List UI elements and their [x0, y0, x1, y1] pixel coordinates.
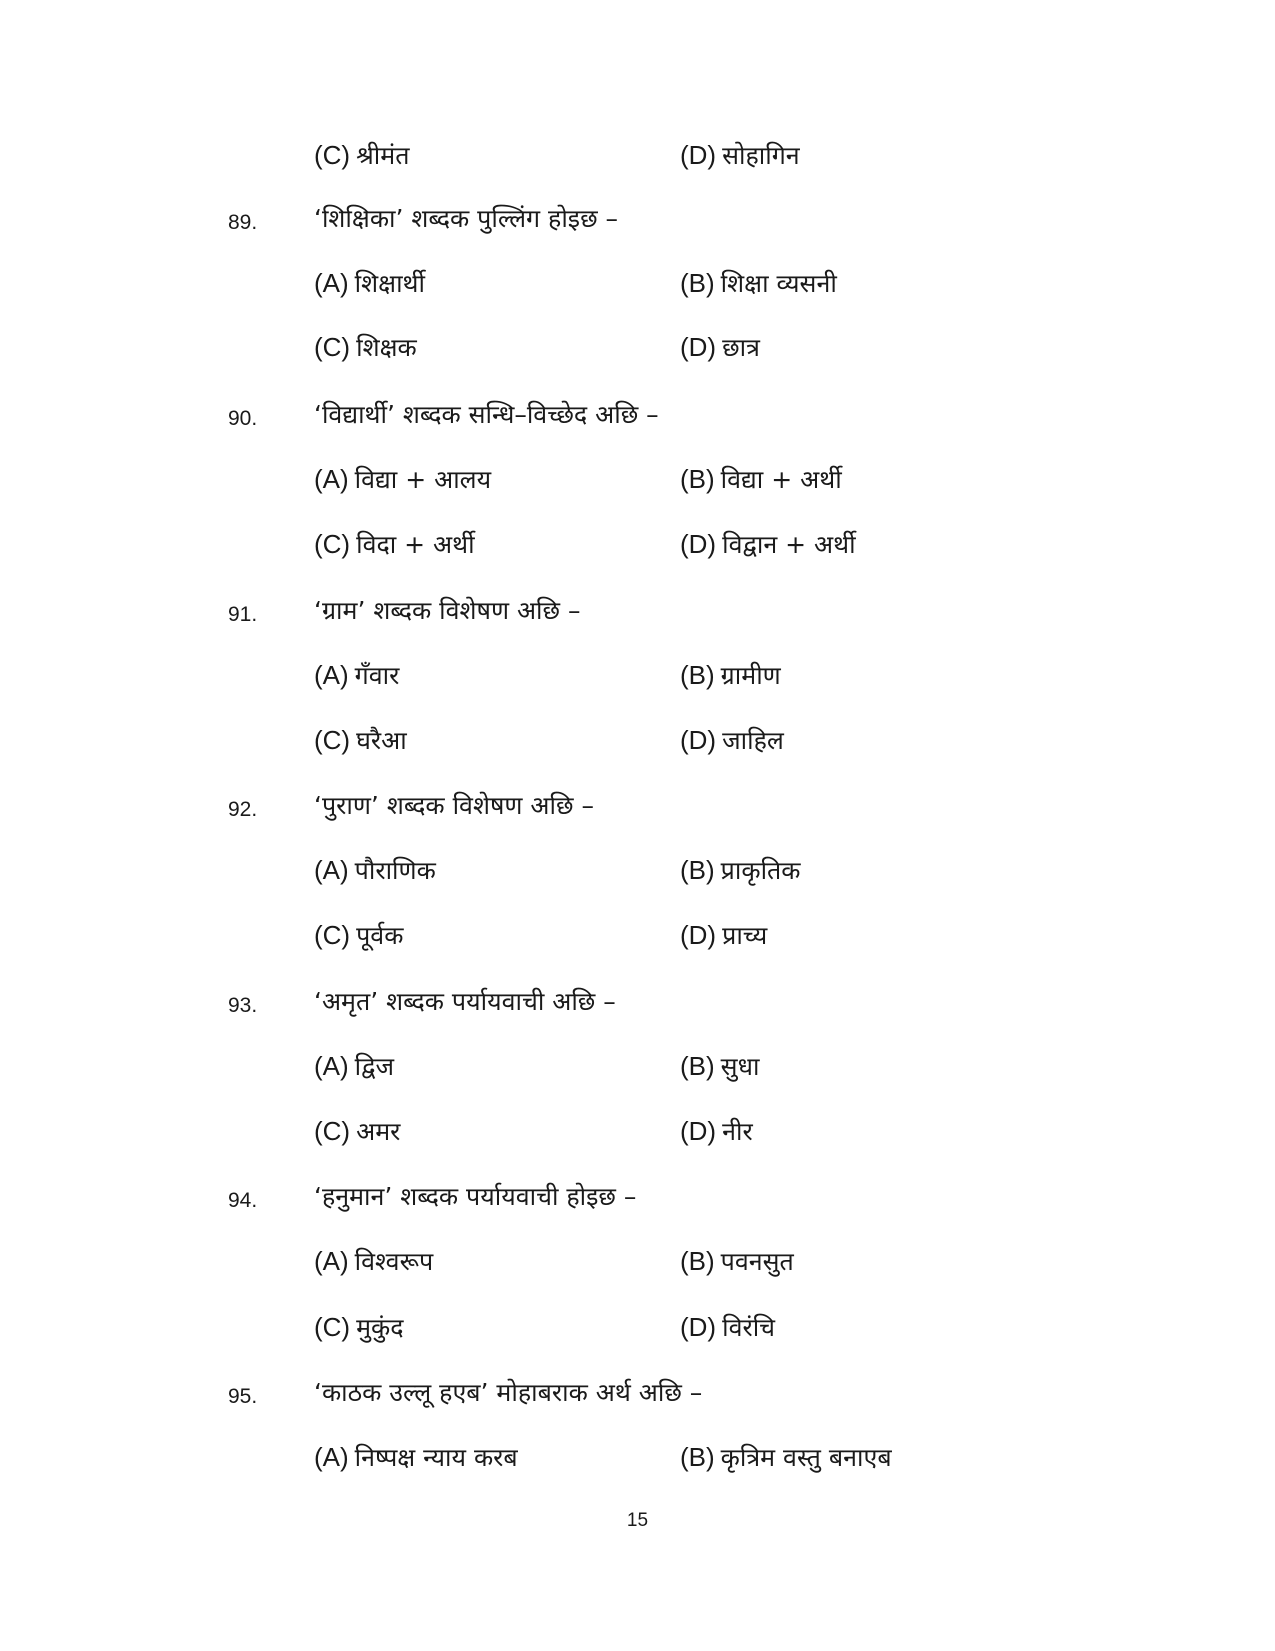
option-row	[0, 1440, 1275, 1480]
question-number: 94.	[228, 1189, 258, 1212]
option-a	[314, 1244, 433, 1278]
option-label: (D)	[680, 140, 717, 170]
option-text: विद्वान + अर्थी	[722, 530, 856, 559]
option-label: (C)	[314, 1312, 351, 1342]
option-row	[0, 918, 1275, 958]
option-label: (D)	[680, 332, 717, 362]
question-text: ‘शिक्षिका’ शब्दक पुल्लिंग होइछ –	[314, 204, 619, 233]
question-number: 90.	[228, 407, 258, 430]
option-text: प्राच्य	[722, 921, 768, 950]
option-label: (B)	[680, 1051, 715, 1081]
option-text: घरैआ	[356, 726, 407, 755]
option-d	[680, 138, 800, 172]
option-row	[0, 138, 1275, 178]
option-c	[314, 723, 407, 757]
option-b	[680, 462, 842, 496]
question-number: 91.	[228, 603, 258, 626]
question-text: ‘विद्यार्थी’ शब्दक सन्धि–विच्छेद अछि –	[314, 400, 659, 429]
option-label: (C)	[314, 529, 351, 559]
option-text: विरंचि	[722, 1313, 776, 1342]
option-a	[314, 1049, 394, 1083]
option-label: (B)	[680, 660, 715, 690]
option-text: सुधा	[720, 1052, 760, 1081]
option-label: (C)	[314, 725, 351, 755]
option-b	[680, 1440, 892, 1474]
option-b	[680, 853, 801, 887]
option-label: (A)	[314, 268, 349, 298]
option-text: विद्या + अर्थी	[720, 465, 842, 494]
question-row	[0, 788, 1275, 828]
option-label: (D)	[680, 920, 717, 950]
option-d	[680, 330, 760, 364]
question-row	[0, 1375, 1275, 1415]
option-text: पवनसुत	[720, 1247, 794, 1276]
question-number: 89.	[228, 211, 258, 234]
option-row	[0, 266, 1275, 306]
question-row	[0, 201, 1275, 241]
option-label: (A)	[314, 1246, 349, 1276]
option-c	[314, 1310, 404, 1344]
option-c	[314, 330, 417, 364]
question-row	[0, 984, 1275, 1024]
option-d	[680, 1114, 753, 1148]
option-text: श्रीमंत	[356, 141, 410, 170]
question-row	[0, 1179, 1275, 1219]
option-label: (B)	[680, 268, 715, 298]
option-label: (C)	[314, 920, 351, 950]
option-a	[314, 266, 425, 300]
question-text: ‘अमृत’ शब्दक पर्यायवाची अछि –	[314, 987, 616, 1016]
question-number: 95.	[228, 1385, 258, 1408]
question-text: ‘हनुमान’ शब्दक पर्यायवाची होइछ –	[314, 1182, 637, 1211]
option-label: (B)	[680, 464, 715, 494]
question-row	[0, 397, 1275, 437]
option-d	[680, 723, 784, 757]
option-label: (D)	[680, 725, 717, 755]
option-label: (B)	[680, 1442, 715, 1472]
option-row	[0, 1049, 1275, 1089]
option-c	[314, 527, 475, 561]
option-row	[0, 658, 1275, 698]
option-row	[0, 527, 1275, 567]
option-a	[314, 462, 491, 496]
option-text: शिक्षार्थी	[354, 269, 425, 298]
question-row	[0, 593, 1275, 633]
option-text: गँवार	[354, 661, 400, 690]
option-text: प्राकृतिक	[720, 856, 801, 885]
option-text: मुकुंद	[356, 1313, 404, 1342]
question-text: ‘ग्राम’ शब्दक विशेषण अछि –	[314, 596, 581, 625]
option-b	[680, 658, 781, 692]
option-row	[0, 1310, 1275, 1350]
question-number: 92.	[228, 798, 258, 821]
option-d	[680, 527, 856, 561]
option-label: (D)	[680, 529, 717, 559]
option-row	[0, 1244, 1275, 1284]
option-text: विदा + अर्थी	[356, 530, 475, 559]
option-label: (B)	[680, 855, 715, 885]
option-row	[0, 462, 1275, 502]
option-label: (A)	[314, 660, 349, 690]
option-c	[314, 1114, 400, 1148]
option-label: (C)	[314, 332, 351, 362]
option-text: पौराणिक	[354, 856, 436, 885]
question-text: ‘काठक उल्लू हएब’ मोहाबराक अर्थ अछि –	[314, 1378, 703, 1407]
option-text: द्विज	[354, 1052, 395, 1081]
option-row	[0, 330, 1275, 370]
option-label: (A)	[314, 464, 349, 494]
option-text: कृत्रिम वस्तु बनाएब	[720, 1443, 892, 1472]
option-c	[314, 918, 403, 952]
option-label: (D)	[680, 1312, 717, 1342]
option-d	[680, 1310, 775, 1344]
option-b	[680, 1244, 794, 1278]
option-row	[0, 723, 1275, 763]
option-text: विद्या + आलय	[354, 465, 492, 494]
option-text: छात्र	[722, 333, 760, 362]
option-text: सोहागिन	[722, 141, 800, 170]
option-text: पूर्वक	[356, 921, 404, 950]
question-text: ‘पुराण’ शब्दक विशेषण अछि –	[314, 791, 594, 820]
option-label: (D)	[680, 1116, 717, 1146]
option-text: जाहिल	[722, 726, 784, 755]
option-label: (A)	[314, 1442, 349, 1472]
option-a	[314, 1440, 518, 1474]
option-label: (B)	[680, 1246, 715, 1276]
option-label: (C)	[314, 1116, 351, 1146]
option-c	[314, 138, 409, 172]
option-text: नीर	[722, 1117, 753, 1146]
option-a	[314, 658, 399, 692]
option-a	[314, 853, 436, 887]
option-text: विश्वरूप	[354, 1247, 434, 1276]
option-label: (C)	[314, 140, 351, 170]
option-d	[680, 918, 767, 952]
option-text: शिक्षक	[356, 333, 417, 362]
option-label: (A)	[314, 1051, 349, 1081]
page-number: 15	[626, 1510, 649, 1531]
option-row	[0, 853, 1275, 893]
option-text: अमर	[356, 1117, 401, 1146]
option-row	[0, 1114, 1275, 1154]
option-text: निष्पक्ष न्याय करब	[354, 1443, 518, 1472]
option-text: ग्रामीण	[720, 661, 781, 690]
option-b	[680, 266, 837, 300]
option-text: शिक्षा व्यसनी	[720, 269, 837, 298]
question-number: 93.	[228, 994, 258, 1017]
option-label: (A)	[314, 855, 349, 885]
option-b	[680, 1049, 759, 1083]
